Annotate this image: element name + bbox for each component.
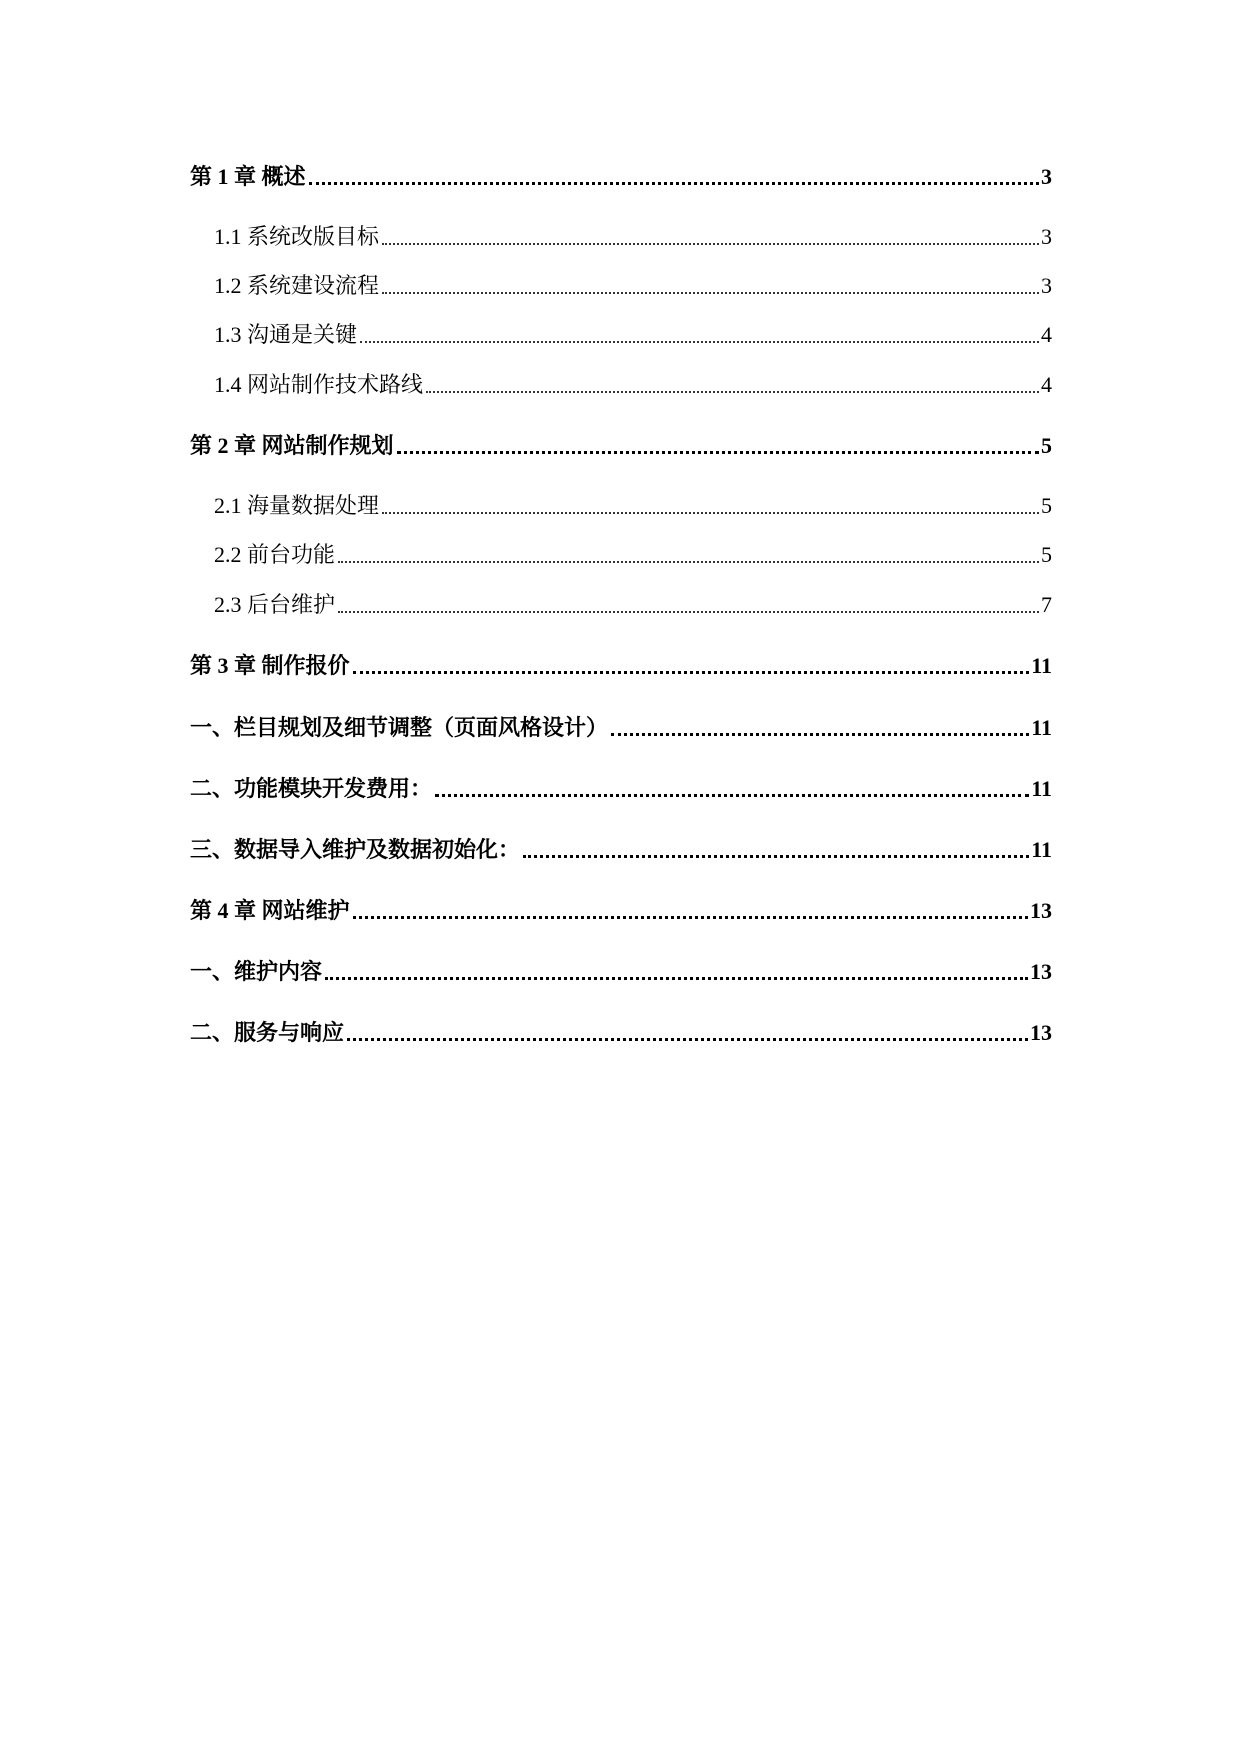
toc-entry-title: 三、数据导入维护及数据初始化： <box>190 837 521 862</box>
toc-entry-chapter-3[interactable] <box>190 647 1052 681</box>
dot-leader <box>353 916 1028 919</box>
toc-entry-page-number: 3 <box>1041 164 1052 189</box>
toc-entry-section-1-4[interactable] <box>214 366 1052 400</box>
toc-entry-page-number: 11 <box>1031 653 1052 678</box>
toc-entry-chapter-1[interactable] <box>190 158 1052 192</box>
toc-entry-page-number: 11 <box>1031 837 1052 862</box>
toc-entry-page-number: 13 <box>1030 898 1052 923</box>
toc-entry-title: 二、服务与响应 <box>190 1020 345 1045</box>
dot-leader <box>611 733 1029 736</box>
toc-entry-title: 1.1 系统改版目标 <box>214 224 380 249</box>
dot-leader <box>338 611 1039 613</box>
toc-entry-section-1-1[interactable] <box>214 218 1052 252</box>
toc-entry-section-3-3[interactable] <box>190 831 1052 865</box>
toc-entry-page-number: 3 <box>1041 273 1052 298</box>
dot-leader <box>347 1038 1028 1041</box>
dot-leader <box>397 451 1039 454</box>
toc-entry-page-number: 4 <box>1041 322 1052 347</box>
toc-entry-title: 第 1 章 概述 <box>190 164 306 189</box>
toc-entry-page-number: 5 <box>1041 493 1052 518</box>
dot-leader <box>382 512 1039 514</box>
toc-entry-title: 第 4 章 网站维护 <box>190 898 350 923</box>
toc-entry-page-number: 5 <box>1041 433 1052 458</box>
dot-leader <box>382 243 1039 245</box>
toc-entry-page-number: 11 <box>1031 715 1052 740</box>
dot-leader <box>382 292 1039 294</box>
toc-entry-title: 1.2 系统建设流程 <box>214 273 380 298</box>
toc-entry-chapter-2[interactable] <box>190 427 1052 461</box>
dot-leader <box>325 977 1028 980</box>
toc-entry-title: 一、栏目规划及细节调整（页面风格设计） <box>190 715 609 740</box>
toc-entry-title: 2.1 海量数据处理 <box>214 493 380 518</box>
toc-entry-page-number: 7 <box>1041 592 1052 617</box>
dot-leader <box>360 341 1039 343</box>
toc-entry-title: 1.4 网站制作技术路线 <box>214 372 424 397</box>
toc-entry-page-number: 13 <box>1030 959 1052 984</box>
toc-entry-section-2-3[interactable] <box>214 586 1052 620</box>
toc-entry-title: 2.2 前台功能 <box>214 542 336 567</box>
toc-entry-section-2-2[interactable] <box>214 536 1052 570</box>
toc-entry-section-2-1[interactable] <box>214 487 1052 521</box>
dot-leader <box>435 794 1029 797</box>
toc-entry-section-1-3[interactable] <box>214 316 1052 350</box>
dot-leader <box>523 855 1029 858</box>
toc-entry-title: 第 2 章 网站制作规划 <box>190 433 394 458</box>
dot-leader <box>309 182 1039 185</box>
toc-entry-title: 2.3 后台维护 <box>214 592 336 617</box>
toc-entry-page-number: 13 <box>1030 1020 1052 1045</box>
toc-entry-section-3-1[interactable] <box>190 709 1052 743</box>
dot-leader <box>338 561 1039 563</box>
toc-entry-page-number: 5 <box>1041 542 1052 567</box>
toc-entry-page-number: 11 <box>1031 776 1052 801</box>
toc-entry-section-4-1[interactable] <box>190 953 1052 987</box>
toc-entry-page-number: 4 <box>1041 372 1052 397</box>
toc-entry-title: 1.3 沟通是关键 <box>214 322 358 347</box>
toc-entry-title: 二、功能模块开发费用： <box>190 776 433 801</box>
toc-entry-page-number: 3 <box>1041 224 1052 249</box>
dot-leader <box>353 671 1030 674</box>
toc-entry-title: 一、维护内容 <box>190 959 323 984</box>
toc-entry-chapter-4[interactable] <box>190 892 1052 926</box>
toc-entry-section-1-2[interactable] <box>214 267 1052 301</box>
toc-entry-title: 第 3 章 制作报价 <box>190 653 350 678</box>
toc-entry-section-3-2[interactable] <box>190 770 1052 804</box>
toc-entry-section-4-2[interactable] <box>190 1014 1052 1048</box>
dot-leader <box>426 391 1039 393</box>
